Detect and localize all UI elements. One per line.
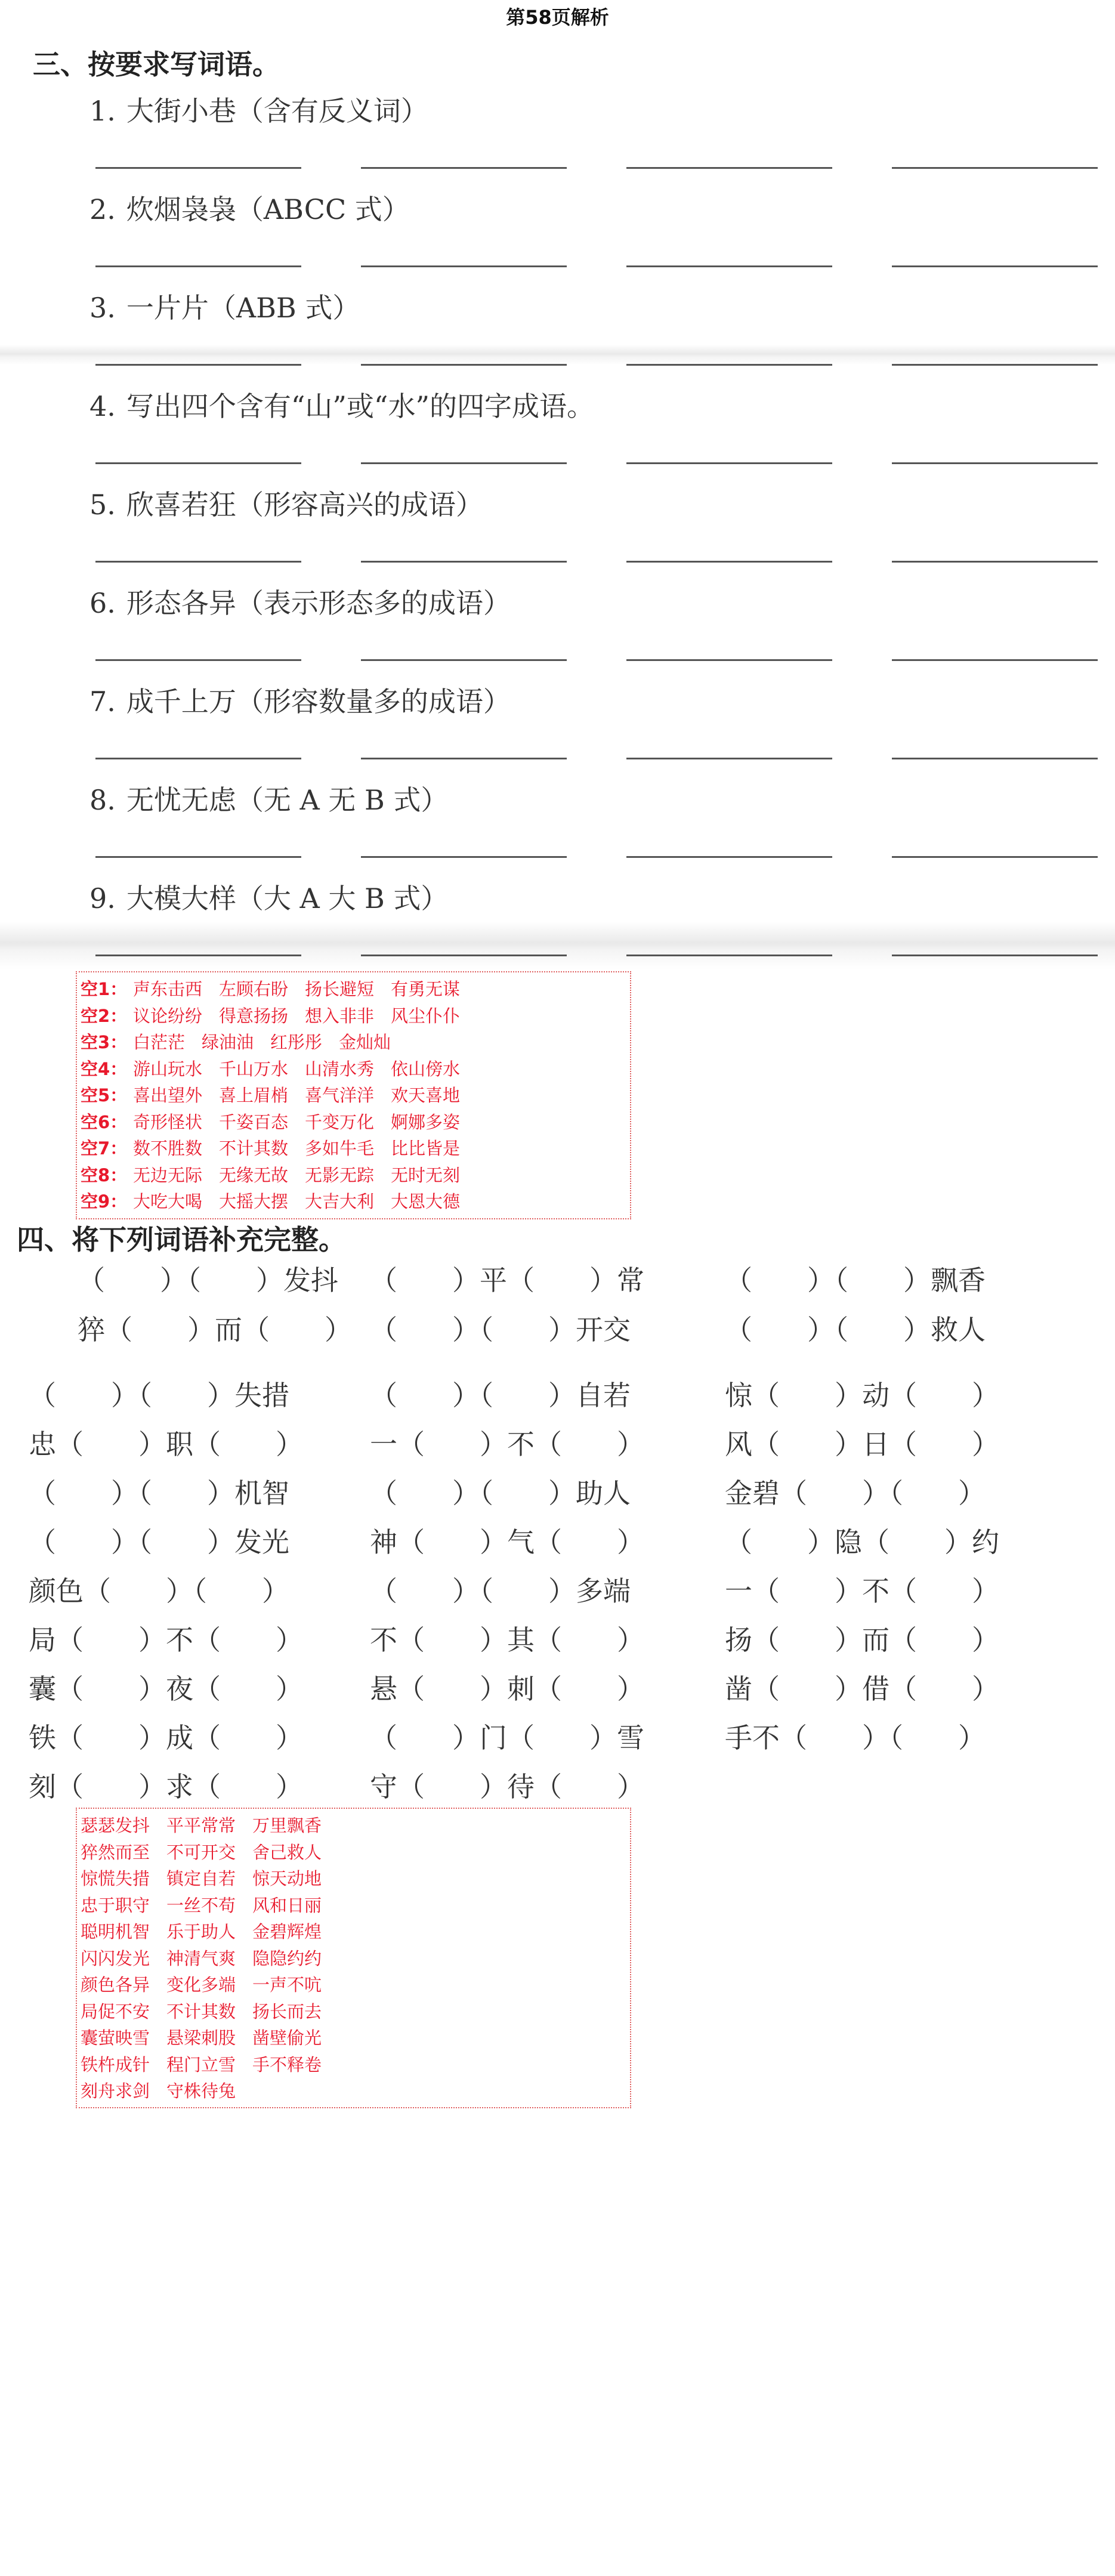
answer-word: 闪闪发光	[81, 1948, 150, 1969]
question-number: 1.	[89, 95, 116, 127]
answer-word: 千姿百态	[219, 1111, 289, 1132]
answer-blank[interactable]	[95, 167, 301, 169]
answer-word: 颜色各异	[81, 1975, 150, 1995]
answer-word: 一声不吭	[252, 1975, 322, 1995]
answer-blank[interactable]	[361, 561, 567, 563]
answer-row	[81, 1029, 407, 1054]
answer-word: 无时无刻	[391, 1165, 461, 1185]
answer-blank[interactable]	[95, 758, 301, 759]
answer-row	[81, 1082, 477, 1107]
answer-word: 变化多端	[166, 1975, 236, 1995]
answer-word: 惊慌失措	[81, 1868, 150, 1889]
answer-row	[81, 1109, 477, 1133]
fill-in-item[interactable]: （ ）（ ）开交	[370, 1314, 631, 1346]
answer-word: 平平常常	[166, 1815, 236, 1836]
answer-word: 大恩大德	[391, 1191, 461, 1212]
fill-in-item[interactable]: （ ）（ ）自若	[370, 1379, 631, 1411]
answer-word: 刻舟求剑	[81, 2081, 150, 2101]
answer-word: 不计其数	[219, 1138, 289, 1159]
answer-label: 空6：	[81, 1111, 128, 1132]
question-text	[89, 286, 360, 326]
answer-word: 喜气洋洋	[305, 1085, 375, 1105]
answer-word: 多如牛毛	[305, 1138, 375, 1159]
answer-row	[81, 1812, 338, 1837]
answer-box	[76, 971, 631, 1219]
fill-in-item[interactable]: 不（ ）其（ ）	[370, 1624, 644, 1656]
answer-word: 金碧辉煌	[252, 1922, 322, 1942]
answer-word: 舍己救人	[252, 1842, 322, 1862]
fill-in-item[interactable]: （ ）（ ）失措	[29, 1379, 289, 1411]
answer-blank[interactable]	[626, 364, 832, 366]
answer-blank[interactable]	[361, 364, 567, 366]
fill-in-item[interactable]: （ ）隐（ ）约	[725, 1526, 999, 1558]
fill-in-item[interactable]: 神（ ）气（ ）	[370, 1526, 644, 1558]
question-prompt: 大街小巷（含有反义词）	[126, 95, 428, 127]
answer-blank[interactable]	[361, 955, 567, 956]
answer-word: 瑟瑟发抖	[81, 1815, 150, 1836]
answer-blank[interactable]	[95, 462, 301, 464]
answer-blank[interactable]	[892, 167, 1098, 169]
answer-row	[81, 2025, 338, 2049]
answer-word: 千山万水	[219, 1058, 289, 1079]
fill-in-item[interactable]: （ ）（ ）助人	[370, 1477, 631, 1509]
answer-word: 悬梁刺股	[166, 2028, 236, 2048]
answer-word: 无缘无故	[219, 1165, 289, 1185]
question-number: 5.	[89, 489, 116, 521]
answer-word: 不可开交	[166, 1842, 236, 1862]
answer-word: 隐隐约约	[252, 1948, 322, 1969]
answer-row	[81, 1919, 338, 1943]
answer-word: 喜出望外	[133, 1085, 203, 1105]
fill-in-item[interactable]: （ ）（ ）多端	[370, 1575, 631, 1607]
answer-blank[interactable]	[892, 265, 1098, 267]
answer-blank[interactable]	[361, 462, 567, 464]
scan-shadow-band	[0, 345, 1115, 365]
fill-in-item[interactable]: 忠（ ）职（ ）	[29, 1428, 303, 1460]
fill-in-item[interactable]: 扬（ ）而（ ）	[725, 1624, 999, 1656]
page-title: 第58页解析	[506, 6, 609, 29]
answer-word: 扬长避短	[305, 979, 375, 999]
question-prompt: 形态各异（表示形态多的成语）	[126, 587, 511, 619]
answer-word: 大吉大利	[305, 1191, 375, 1212]
fill-in-item[interactable]: （ ）（ ）机智	[29, 1477, 289, 1509]
fill-in-item[interactable]: （ ）平（ ）常	[370, 1264, 644, 1296]
answer-word: 不计其数	[166, 2001, 236, 2022]
question-number: 8.	[89, 784, 116, 816]
question-number: 9.	[89, 882, 116, 915]
answer-word: 无边无际	[133, 1165, 203, 1185]
answer-blank[interactable]	[626, 955, 832, 956]
fill-in-item[interactable]: 局（ ）不（ ）	[29, 1624, 303, 1656]
answer-blank[interactable]	[892, 462, 1098, 464]
answer-blank[interactable]	[626, 758, 832, 759]
answer-row	[81, 2052, 338, 2076]
answer-blank[interactable]	[892, 364, 1098, 366]
answer-row	[81, 1999, 338, 2023]
answer-word: 欢天喜地	[391, 1085, 461, 1105]
answer-word: 程门立雪	[166, 2054, 236, 2075]
answer-blank[interactable]	[892, 955, 1098, 956]
fill-in-item[interactable]: 一（ ）不（ ）	[370, 1428, 644, 1460]
fill-in-item[interactable]: （ ）（ ）飘香	[725, 1264, 986, 1296]
question-text	[89, 188, 410, 227]
answer-row	[81, 1865, 338, 1890]
fill-in-item[interactable]: 囊（ ）夜（ ）	[29, 1673, 303, 1705]
answer-word: 风和日丽	[252, 1895, 322, 1916]
answer-row	[81, 1003, 477, 1027]
fill-in-item[interactable]: 守（ ）待（ ）	[370, 1771, 644, 1803]
answer-row	[81, 1945, 338, 1970]
answer-word: 千变万化	[305, 1111, 375, 1132]
question-prompt: 成千上万（形容数量多的成语）	[126, 685, 511, 718]
answer-blank[interactable]	[95, 265, 301, 267]
fill-in-item[interactable]: 手不（ ）（ ）	[725, 1722, 986, 1754]
fill-in-item[interactable]: （ ）（ ）救人	[725, 1314, 986, 1346]
fill-in-item[interactable]: 刻（ ）求（ ）	[29, 1771, 303, 1803]
answer-blank[interactable]	[95, 364, 301, 366]
answer-word: 一丝不苟	[166, 1895, 236, 1916]
answer-word: 乐于助人	[166, 1922, 236, 1942]
answer-blank[interactable]	[95, 659, 301, 661]
answer-blank[interactable]	[95, 561, 301, 563]
fill-in-item[interactable]: 猝（ ）而（ ）	[78, 1314, 352, 1346]
question-text	[89, 680, 511, 719]
question-prompt: 炊烟袅袅（ABCC 式）	[126, 193, 410, 226]
question-text	[89, 385, 594, 424]
question-number: 2.	[89, 193, 116, 226]
fill-in-item[interactable]: 金碧（ ）（ ）	[725, 1477, 986, 1509]
answer-row	[81, 2078, 252, 2102]
answer-word: 猝然而至	[81, 1842, 150, 1862]
answer-word: 囊萤映雪	[81, 2028, 150, 2048]
answer-word: 大吃大喝	[133, 1191, 203, 1212]
question-prompt: 欣喜若狂（形容高兴的成语）	[126, 489, 483, 521]
answer-word: 喜上眉梢	[219, 1085, 289, 1105]
answer-word: 神清气爽	[166, 1948, 236, 1969]
answer-word: 手不释卷	[252, 2054, 322, 2075]
answer-label: 空4：	[81, 1058, 128, 1079]
question-number: 3.	[89, 292, 116, 324]
answer-blank[interactable]	[892, 659, 1098, 661]
answer-word: 铁杵成针	[81, 2054, 150, 2075]
answer-word: 忠于职守	[81, 1895, 150, 1916]
answer-word: 声东击西	[133, 979, 203, 999]
answer-word: 红彤彤	[270, 1032, 323, 1052]
answer-word: 游山玩水	[133, 1058, 203, 1079]
answer-row	[81, 1056, 477, 1080]
question-text	[89, 582, 511, 621]
answer-row	[81, 1188, 477, 1213]
fill-in-item[interactable]: （ ）门（ ）雪	[370, 1722, 644, 1754]
answer-box	[76, 1808, 631, 2108]
answer-word: 惊天动地	[252, 1868, 322, 1889]
answer-label: 空5：	[81, 1085, 128, 1105]
answer-blank[interactable]	[626, 659, 832, 661]
answer-blank[interactable]	[626, 167, 832, 169]
question-number: 6.	[89, 587, 116, 619]
answer-label: 空3：	[81, 1032, 128, 1052]
answer-blank[interactable]	[361, 758, 567, 759]
answer-blank[interactable]	[892, 758, 1098, 759]
answer-label: 空1：	[81, 979, 128, 999]
question-text	[89, 877, 448, 916]
answer-word: 扬长而去	[252, 2001, 322, 2022]
answer-label: 空9：	[81, 1191, 128, 1212]
answer-blank[interactable]	[361, 856, 567, 858]
fill-in-item[interactable]: （ ）（ ）发光	[29, 1526, 289, 1558]
answer-word: 有勇无谋	[391, 979, 461, 999]
answer-word: 婀娜多姿	[391, 1111, 461, 1132]
fill-in-item[interactable]: 悬（ ）刺（ ）	[370, 1673, 644, 1705]
answer-word: 得意扬扬	[219, 1005, 289, 1026]
answer-blank[interactable]	[361, 265, 567, 267]
answer-word: 想入非非	[305, 1005, 375, 1026]
answer-word: 数不胜数	[133, 1138, 203, 1159]
answer-blank[interactable]	[626, 561, 832, 563]
answer-blank[interactable]	[361, 659, 567, 661]
answer-word: 无影无踪	[305, 1165, 375, 1185]
fill-in-item[interactable]: （ ）（ ）发抖	[78, 1264, 338, 1296]
answer-word: 聪明机智	[81, 1922, 150, 1942]
fill-in-item[interactable]: 铁（ ）成（ ）	[29, 1722, 303, 1754]
answer-label: 空2：	[81, 1005, 128, 1026]
question-text	[89, 483, 483, 523]
fill-in-item[interactable]: 风（ ）日（ ）	[725, 1428, 999, 1460]
answer-blank[interactable]	[95, 955, 301, 956]
answer-row	[81, 1162, 477, 1187]
answer-label: 空8：	[81, 1165, 128, 1185]
question-text	[89, 779, 448, 818]
section-title: 四、将下列词语补充完整。	[17, 1224, 346, 1256]
answer-word: 金灿灿	[339, 1032, 391, 1052]
answer-blank[interactable]	[361, 167, 567, 169]
answer-word: 比比皆是	[391, 1138, 461, 1159]
question-text	[89, 89, 428, 129]
fill-in-item[interactable]: 凿（ ）借（ ）	[725, 1673, 999, 1705]
question-number: 4.	[89, 390, 116, 422]
answer-word: 议论纷纷	[133, 1005, 203, 1026]
answer-word: 绿油油	[202, 1032, 254, 1052]
answer-row	[81, 1972, 338, 1996]
answer-word: 镇定自若	[166, 1868, 236, 1889]
fill-in-item[interactable]: 惊（ ）动（ ）	[725, 1379, 999, 1411]
answer-word: 依山傍水	[391, 1058, 461, 1079]
answer-row	[81, 976, 477, 1000]
scan-shadow-band	[0, 922, 1115, 969]
answer-blank[interactable]	[626, 462, 832, 464]
answer-word: 山清水秀	[305, 1058, 375, 1079]
question-number: 7.	[89, 685, 116, 718]
answer-word: 左顾右盼	[219, 979, 289, 999]
answer-word: 大摇大摆	[219, 1191, 289, 1212]
question-prompt: 写出四个含有“山”或“水”的四字成语。	[126, 390, 594, 422]
answer-word: 奇形怪状	[133, 1111, 203, 1132]
question-prompt: 无忧无虑（无 A 无 B 式）	[126, 784, 449, 816]
fill-in-item[interactable]: 一（ ）不（ ）	[725, 1575, 999, 1607]
answer-blank[interactable]	[626, 265, 832, 267]
question-prompt: 一片片（ABB 式）	[126, 292, 360, 324]
section-title: 三、按要求写词语。	[33, 48, 280, 81]
answer-word: 局促不安	[81, 2001, 150, 2022]
answer-word: 万里飘香	[252, 1815, 322, 1836]
answer-row	[81, 1892, 338, 1917]
question-prompt: 大模大样（大 A 大 B 式）	[126, 882, 449, 915]
answer-word: 白茫茫	[133, 1032, 186, 1052]
answer-word: 守株待兔	[166, 2081, 236, 2101]
answer-row	[81, 1839, 338, 1864]
answer-row	[81, 1135, 477, 1160]
answer-label: 空7：	[81, 1138, 128, 1159]
answer-word: 风尘仆仆	[391, 1005, 461, 1026]
answer-blank[interactable]	[626, 856, 832, 858]
answer-blank[interactable]	[892, 856, 1098, 858]
fill-in-item[interactable]: 颜色（ ）（ ）	[29, 1575, 289, 1607]
answer-word: 凿壁偷光	[252, 2028, 322, 2048]
answer-blank[interactable]	[95, 856, 301, 858]
answer-blank[interactable]	[892, 561, 1098, 563]
